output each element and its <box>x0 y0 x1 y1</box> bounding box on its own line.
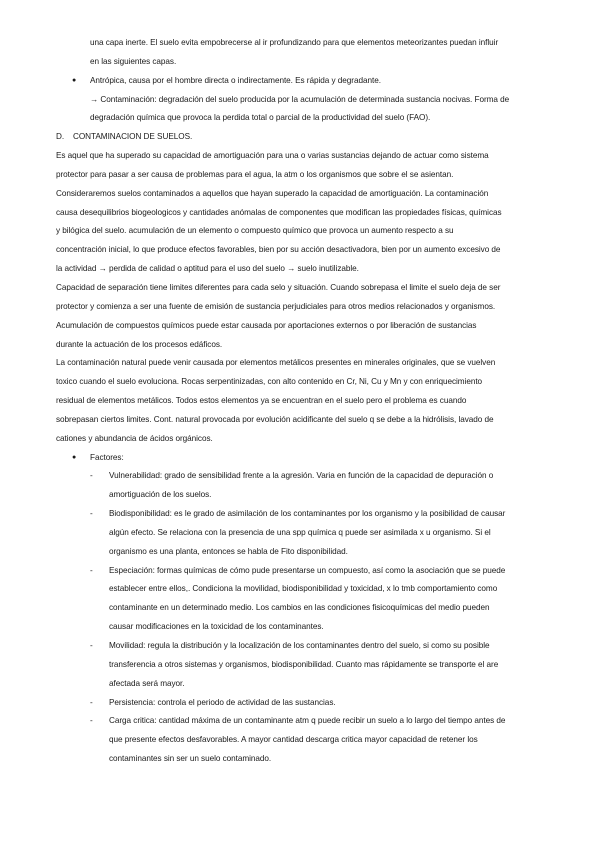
dash-marker: - <box>90 641 93 650</box>
body-line: sobrepasan ciertos limites. Cont. natural provocada por evolución acidificante del suelo q se debe a la hidrólisis, lavado de <box>56 414 494 424</box>
factor-text: Carga critica: cantidad máxima de un contaminante atm q puede recibir un suelo a lo largo del tiempo antes de <box>109 716 506 726</box>
document-body <box>56 34 546 769</box>
factor-text: Movilidad: regula la distribución y la localización de los contaminantes dentro del suelo, si como su posible <box>109 641 490 650</box>
antropica-text: Antrópica, causa por el hombre directa o indirectamente. Es rápida y degradante. <box>90 75 381 85</box>
body-line: la actividad → perdida de calidad o aptitud para el uso del suelo → suelo inutilizable. <box>56 264 359 274</box>
factor-text: Especiación: formas químicas de cómo pude presentarse un compuesto, así como la asociación que se puede <box>109 565 506 575</box>
factor-item <box>56 467 546 486</box>
section-title: CONTAMINACION DE SUELOS. <box>73 132 193 142</box>
dash-marker: - <box>90 697 93 707</box>
factor-continuation: transferencia a otros sistemas y organismos, biodisponibilidad. Cuanto mas rápidamente se transporte el are <box>109 659 499 669</box>
factor-continuation: algún efecto. Se relaciona con la presencia de una spp química q puede ser asimilada x u organismo. Si el <box>109 527 491 537</box>
bullet-icon: ● <box>72 76 77 84</box>
dash-marker: - <box>90 565 93 575</box>
body-paragraphs <box>56 147 546 449</box>
factor-text: Vulnerabilidad: grado de sensibilidad frente a la agresión. Varia en función de la capacidad de depuración o <box>109 471 494 481</box>
body-line: La contaminación natural puede venir causada por elementos metálicos presentes en minerales originales, que se vuelven <box>56 358 496 368</box>
factores-list <box>56 467 546 769</box>
section-letter: D. <box>56 132 65 142</box>
factor-continuation: contaminante en un determinado medio. Los cambios en las condiciones fisicoquímicas del medio pueden <box>109 603 490 613</box>
factores-label: Factores: <box>90 452 124 462</box>
body-line: protector para pasar a ser causa de problemas para el agua, la atm o los organismos que sobre el se asientan. <box>56 169 454 179</box>
antropica-item <box>56 72 546 91</box>
factor-continuation: afectada será mayor. <box>109 678 185 688</box>
intro-line-2: en las siguientes capas. <box>90 56 177 66</box>
factor-item <box>56 694 546 713</box>
body-line: toxico cuando el suelo evoluciona. Rocas serpentinizadas, con alto contenido en Cr, Ni, Cu y Mn y con enriquecimiento <box>56 377 483 387</box>
body-line: Acumulación de compuestos químicos puede estar causada por aportaciones externos o por liberación de sustancias <box>56 320 477 330</box>
body-line: protector y comienza a ser una fuente de emisión de sustancia perjudiciales para otros medios relacionados y organismos. <box>56 301 496 311</box>
body-line: Consideraremos suelos contaminados a aquellos que hayan superado la capacidad de amortiguación. La contaminación <box>56 188 489 198</box>
contaminacion-definition-line-2: degradación química que provoca la perdida total o parcial de la productividad del suelo (FAO). <box>90 113 431 123</box>
factores-heading <box>56 449 546 468</box>
dash-marker: - <box>90 509 93 519</box>
body-line: residual de elementos metálicos. Todos estos elementos ya se encuentran en el suelo pero el problema es cuando <box>56 396 467 406</box>
factor-item <box>56 505 546 524</box>
intro-line-1: una capa inerte. El suelo evita empobrecerse al ir profundizando para que elementos meteorizantes puedan influir <box>90 38 499 47</box>
body-line: Es aquel que ha superado su capacidad de amortiguación para una o varias sustancias dejando de actuar como sistema <box>56 151 489 161</box>
factor-text: Persistencia: controla el periodo de actividad de las sustancias. <box>109 697 336 707</box>
factor-continuation: contaminantes sin ser un suelo contaminado. <box>109 754 272 764</box>
factor-continuation: amortiguación de los suelos. <box>109 490 212 500</box>
dash-marker: - <box>90 716 93 726</box>
body-line: causa desequilibrios biogeologicos y cantidades anómalas de componentes que modifican las propiedades físicas, químicas <box>56 207 502 217</box>
factor-continuation: que presente efectos desfavorables. A mayor cantidad descarga critica mayor capacidad de retener los <box>109 735 478 745</box>
body-line: y bilógica del suelo. acumulación de un elemento o compuesto químico que provoca un aumento respecto a su <box>56 226 454 236</box>
factor-continuation: organismo es una planta, entonces se habla de Fito disponibilidad. <box>109 546 348 556</box>
factor-item <box>56 637 546 656</box>
factor-text: Biodisponibilidad: es le grado de asimilación de los contaminantes por los organismo y la posibilidad de causar <box>109 509 506 519</box>
body-line: durante la actuación de los procesos edáficos. <box>56 339 223 349</box>
contaminacion-definition-line-1: → Contaminación: degradación del suelo producida por la acumulación de determinada sustancia nocivas. Forma de <box>90 94 510 104</box>
bullet-icon: ● <box>72 453 77 461</box>
body-line: Capacidad de separación tiene limites diferentes para cada selo y situación. Cuando sobrepasa el limite el suelo deja de ser <box>56 282 501 292</box>
factor-item <box>56 562 546 581</box>
body-line: cationes y abundancia de ácidos orgánicos. <box>56 433 213 443</box>
dash-marker: - <box>90 471 93 481</box>
factor-continuation: establecer entre ellos,. Condiciona la movilidad, biodisponibilidad y toxicidad, x lo tmb comportamiento como <box>109 584 498 594</box>
factor-continuation: causar modificaciones en la toxicidad de los contaminantes. <box>109 622 324 632</box>
section-heading <box>56 128 546 147</box>
factor-item <box>56 712 546 731</box>
body-line: concentración inicial, lo que produce efectos favorables, bien por su acción desactivadora, bien por un aumento excesivo de <box>56 245 501 255</box>
